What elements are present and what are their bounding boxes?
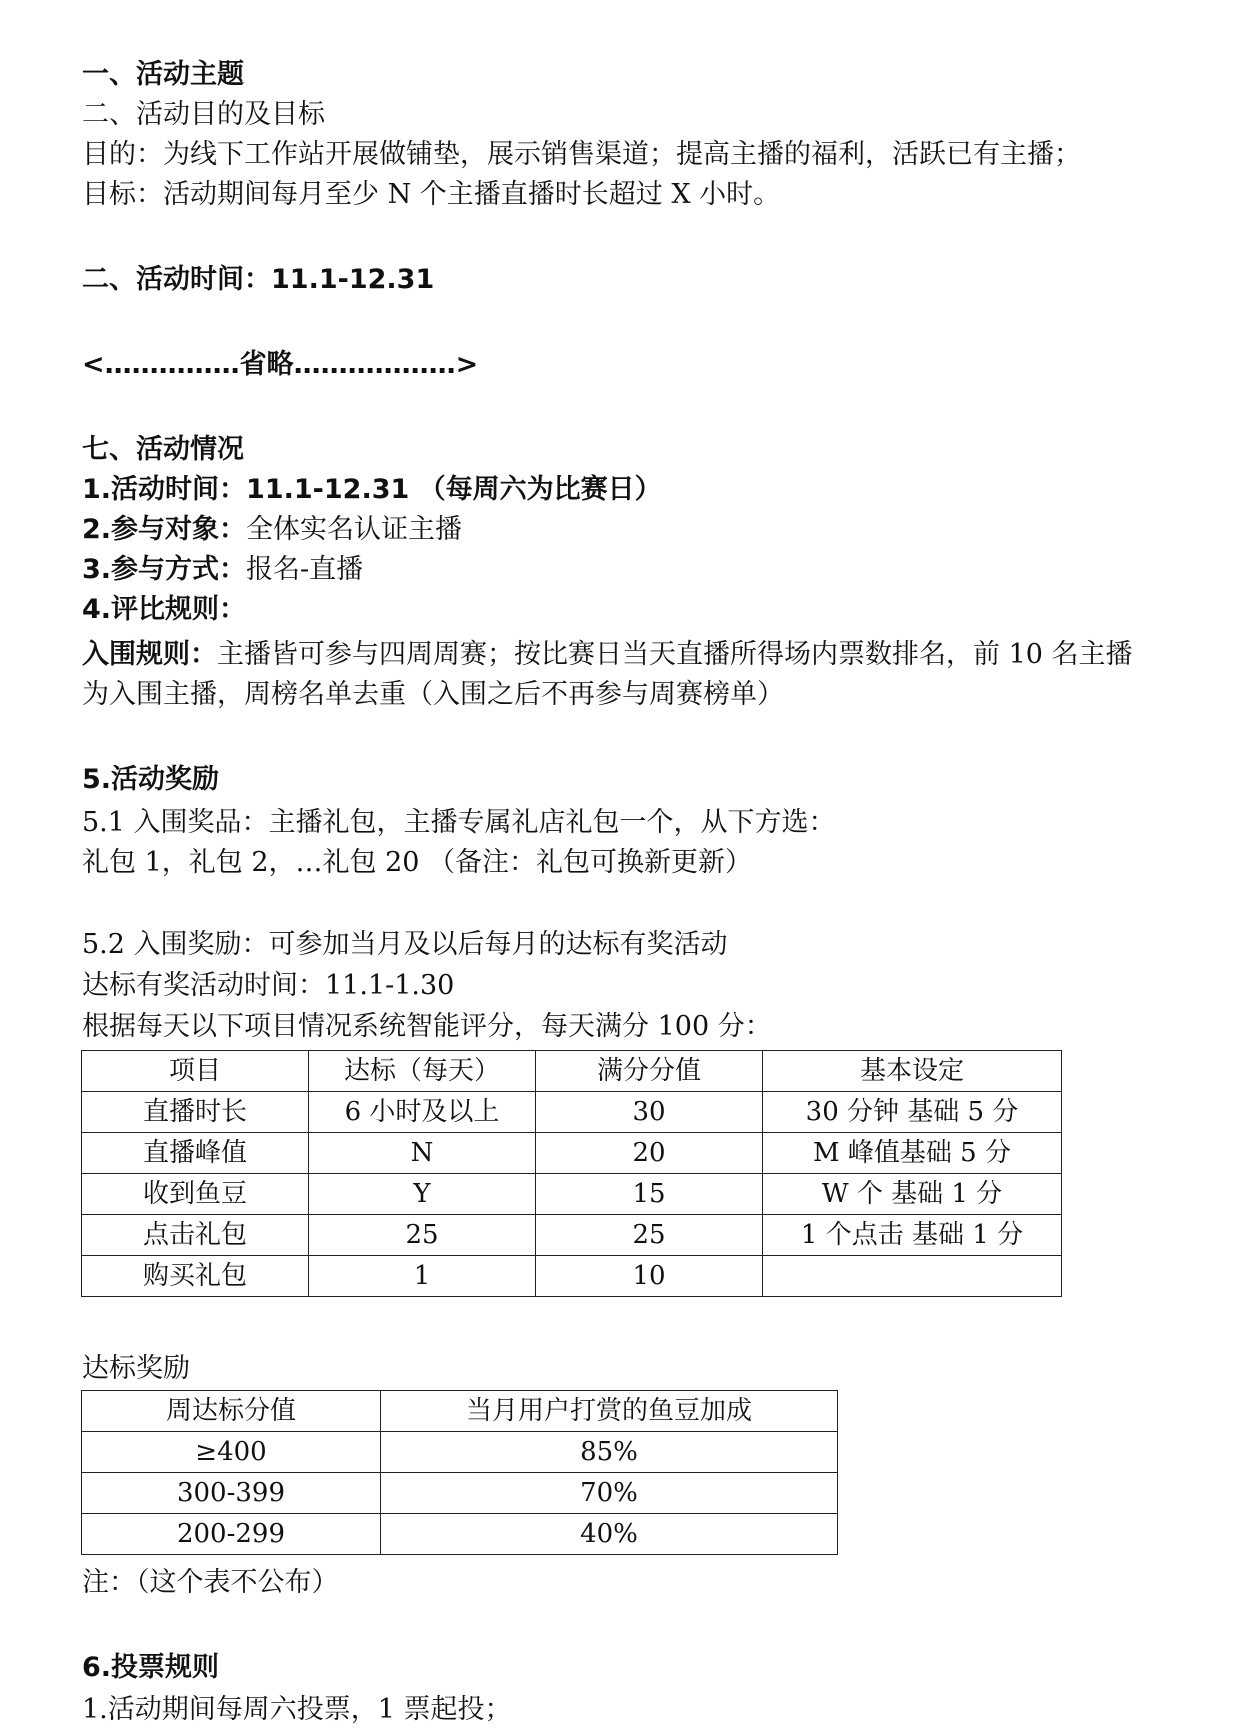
- table-cell: 购买礼包: [82, 1256, 309, 1297]
- qualification-rule-line2: 为入围主播，周榜名单去重（入围之后不再参与周赛榜单）: [82, 679, 784, 710]
- heading-activity-status: 七、活动情况: [82, 434, 244, 465]
- table-cell: W 个 基础 1 分: [763, 1174, 1062, 1215]
- table-cell: 300-399: [82, 1473, 381, 1514]
- reward-5-2: 5.2 入围奖励：可参加当月及以后每月的达标有奖活动: [82, 929, 728, 960]
- table-row: [82, 1133, 1062, 1174]
- table-note: 注：（这个表不公布）: [82, 1567, 339, 1598]
- table-cell: 1: [309, 1256, 536, 1297]
- table-cell: 1 个点击 基础 1 分: [763, 1215, 1062, 1256]
- table-cell: 200-299: [82, 1514, 381, 1555]
- table-cell: 70%: [381, 1473, 838, 1514]
- table-cell: 40%: [381, 1514, 838, 1555]
- reward-table-label: 达标奖励: [82, 1353, 190, 1384]
- table-cell: 直播时长: [82, 1092, 309, 1133]
- reward-5-2-scoring: 根据每天以下项目情况系统智能评分，每天满分 100 分：: [82, 1011, 772, 1042]
- participants-value: 全体实名认证主播: [246, 514, 463, 545]
- table-cell: 点击礼包: [82, 1215, 309, 1256]
- score-table-header: [82, 1051, 1062, 1092]
- table-cell: 30: [536, 1092, 763, 1133]
- table-cell: 15: [536, 1174, 763, 1215]
- reward-table: [81, 1390, 838, 1555]
- heading-activity-time: 二、活动时间：11.1-12.31: [82, 264, 435, 295]
- table-row: [82, 1256, 1062, 1297]
- reward-table-header: [82, 1391, 838, 1432]
- goal-text: 目标：活动期间每月至少 N 个主播直播时长超过 X 小时。: [82, 179, 781, 210]
- participants-item: [82, 510, 462, 550]
- participants-label: 2.参与对象：: [82, 514, 247, 545]
- reward-5-2-time: 达标有奖活动时间：11.1-1.30: [82, 970, 455, 1001]
- header-cell: 周达标分值: [82, 1391, 381, 1432]
- reward-5-1-list: 礼包 1，礼包 2，…礼包 20 （备注：礼包可换新更新）: [82, 847, 753, 878]
- header-cell: 达标（每天）: [309, 1051, 536, 1092]
- table-cell: N: [309, 1133, 536, 1174]
- header-cell: 满分分值: [536, 1051, 763, 1092]
- table-row: [82, 1432, 838, 1473]
- table-cell: 85%: [381, 1432, 838, 1473]
- table-cell: ≥400: [82, 1432, 381, 1473]
- table-cell: 20: [536, 1133, 763, 1174]
- heading-voting-rules: 6.投票规则: [82, 1652, 220, 1683]
- table-row: [82, 1514, 838, 1555]
- table-row: [82, 1473, 838, 1514]
- table-cell: 6 小时及以上: [309, 1092, 536, 1133]
- table-cell: 收到鱼豆: [82, 1174, 309, 1215]
- evaluation-rules-item: 4.评比规则：: [82, 594, 247, 625]
- table-cell: 直播峰值: [82, 1133, 309, 1174]
- table-row: [82, 1215, 1062, 1256]
- purpose-text: 目的：为线下工作站开展做铺垫，展示销售渠道；提高主播的福利，活跃已有主播；: [82, 139, 1081, 170]
- reward-5-1: 5.1 入围奖品：主播礼包，主播专属礼店礼包一个，从下方选：: [82, 807, 836, 838]
- participation-method-item: [82, 550, 363, 590]
- table-cell: 30 分钟 基础 5 分: [763, 1092, 1062, 1133]
- table-row: [82, 1174, 1062, 1215]
- qualification-rule-label: 入围规则：: [82, 639, 217, 670]
- table-cell: [763, 1256, 1062, 1297]
- table-row: [82, 1092, 1062, 1133]
- heading-activity-purpose: 二、活动目的及目标: [82, 99, 325, 130]
- header-cell: 当月用户打赏的鱼豆加成: [381, 1391, 838, 1432]
- qualification-rule-line1: [82, 635, 1133, 675]
- participation-method-label: 3.参与方式：: [82, 554, 247, 585]
- heading-activity-theme: 一、活动主题: [82, 59, 244, 90]
- score-table: [81, 1050, 1062, 1297]
- header-cell: 基本设定: [763, 1051, 1062, 1092]
- heading-activity-rewards: 5.活动奖励: [82, 764, 220, 795]
- header-cell: 项目: [82, 1051, 309, 1092]
- qualification-rule-text: 主播皆可参与四周周赛；按比赛日当天直播所得场内票数排名，前 10 名主播: [217, 639, 1133, 670]
- voting-rule-1: 1.活动期间每周六投票，1 票起投；: [82, 1694, 512, 1725]
- table-cell: 25: [309, 1215, 536, 1256]
- table-cell: 25: [536, 1215, 763, 1256]
- participation-method-value: 报名-直播: [246, 554, 364, 585]
- table-cell: 10: [536, 1256, 763, 1297]
- table-cell: M 峰值基础 5 分: [763, 1133, 1062, 1174]
- omitted-marker: <……………省略………………>: [82, 349, 479, 380]
- table-cell: Y: [309, 1174, 536, 1215]
- activity-time-item: 1.活动时间：11.1-12.31 （每周六为比赛日）: [82, 474, 662, 505]
